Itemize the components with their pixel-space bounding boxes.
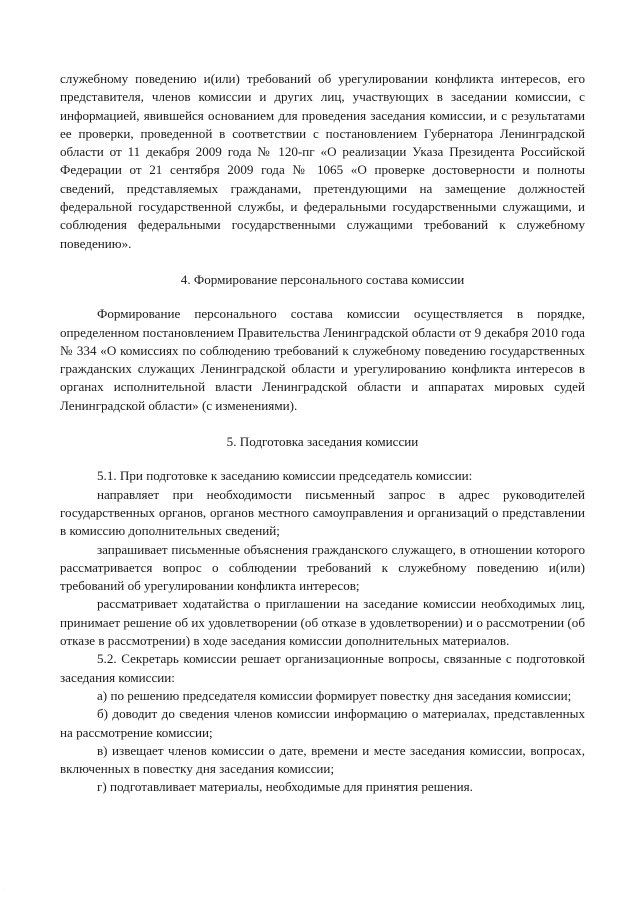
- clause-5-1-item-requests: запрашивает письменные объяснения гражданского служащего, в отношении которого рассматривается вопрос о соблюдении требований к служебному поведению и(или) требований об урегулировании конфликта интересов;: [60, 541, 585, 594]
- clause-5-1-item-considers: рассматривает ходатайства о приглашении на заседание комиссии необходимых лиц, принимает решение об их удовлетворении (об отказе в удовлетворении) и о рассмотрении (об отказе в рассмотрении) в ходе заседания комиссии дополнительных материалов.: [60, 596, 585, 649]
- clause-5-1-item-directs: направляет при необходимости письменный запрос в адрес руководителей государственных органов, органов местного самоуправления и организаций о представлении в комиссию дополнительных сведений;: [60, 486, 585, 539]
- section-4-paragraph: Формирование персонального состава комиссии осуществляется в порядке, определенном постановлением Правительства Ленинградской области от 9 декабря 2010 года № 334 «О комиссиях по соблюдению требований к служебному поведению государственных гражданских служащих Ленинградской области и урегулированию конфликта интересов в органах исполнительной власти Ленинградской области и аппаратах мировых судей Ленинградской области» (с изменениями).: [60, 306, 585, 413]
- clause-5-2-item-g: г) подготавливает материалы, необходимые для принятия решения.: [97, 779, 473, 795]
- clause-5-2-item-v: в) извещает членов комиссии о дате, времени и месте заседания комиссии, вопросах, включенных в повестку дня заседания комиссии;: [60, 742, 585, 777]
- spacer: [60, 289, 585, 305]
- clause-5-2: 5.2. Секретарь комиссии решает организационные вопросы, связанные с подготовкой заседания комиссии:: [60, 651, 585, 685]
- scan-mark: ·: [4, 886, 6, 892]
- clause-5-1: 5.1. При подготовке к заседанию комиссии председатель комиссии:: [97, 468, 473, 484]
- document-body: [60, 70, 585, 797]
- spacer: [60, 253, 585, 271]
- intro-paragraph: служебному поведению и(или) требований об урегулировании конфликта интересов, его представителя, членов комиссии и других лиц, участвующих в заседании комиссии, с информацией, явившейся основанием для проведения заседания комиссии, и с результатами ее проверки, проведенной в соответствии с постановлением Губернатора Ленинградской области от 11 декабря 2009 года № 120-пг «О реализации Указа Президента Российской Федерации от 21 сентября 2009 года № 1065 «О проверке достоверности и полноты сведений, представляемых гражданами, претендующими на замещение должностей федеральной государственной службы, и федеральными государственными служащими, и соблюдения федеральными государственными служащими требований к служебному поведению».: [60, 71, 585, 251]
- spacer: [60, 415, 585, 433]
- clause-5-2-item-b: б) доводит до сведения членов комиссии информацию о материалах, представленных на рассмотрение комиссии;: [60, 706, 585, 740]
- section-4-title: 4. Формирование персонального состава комиссии: [180, 271, 465, 287]
- clause-5-2-item-a: а) по решению председателя комиссии формирует повестку дня заседания комиссии;: [97, 687, 572, 703]
- spacer: [60, 451, 585, 467]
- section-5-title: 5. Подготовка заседания комиссии: [226, 434, 419, 450]
